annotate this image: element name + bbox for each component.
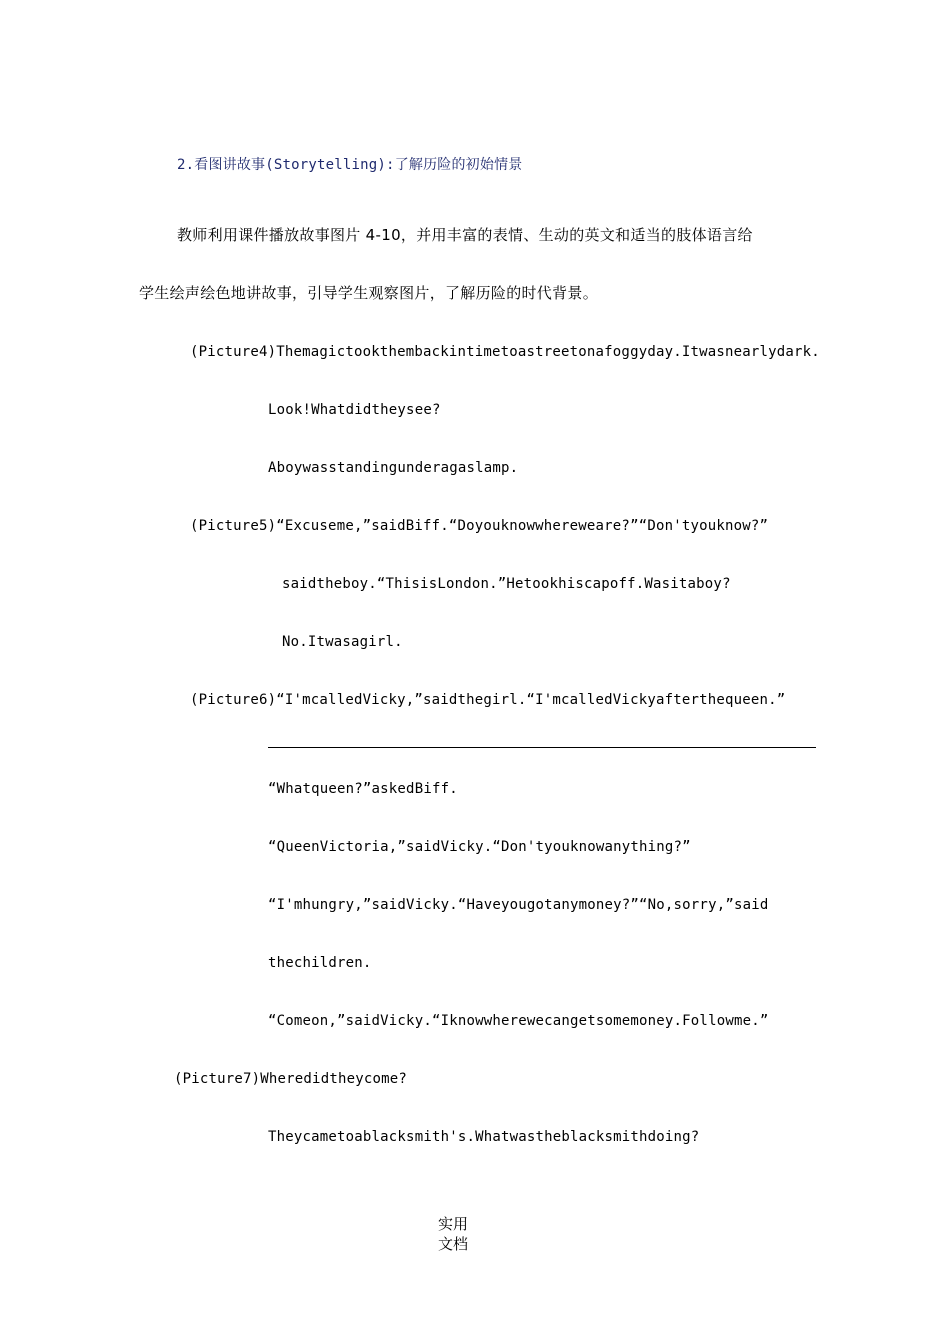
- picture5-line-1: (Picture5)“Excuseme,”saidBiff.“Doyouknowwhereweare?”“Don'tyouknow?”: [190, 518, 769, 534]
- page-footer: [438, 1214, 478, 1254]
- picture5-line-3: No.Itwasagirl.: [282, 634, 403, 650]
- picture4-line-2: Look!Whatdidtheysee?: [268, 402, 441, 418]
- picture4-line-3: Aboywasstandingunderagaslamp.: [268, 460, 519, 476]
- picture6-line-1: (Picture6)“I'mcalledVicky,”saidthegirl.“I'mcalledVickyafterthequeen.”: [190, 692, 786, 708]
- picture7-line-2: Theycametoablacksmith's.Whatwastheblacksmithdoing?: [268, 1129, 700, 1145]
- footer-line-1: 实用: [438, 1215, 469, 1233]
- picture6-line-3: “QueenVictoria,”saidVicky.“Don'tyouknowanything?”: [268, 839, 691, 855]
- intro-paragraph-line-1: 教师利用课件播放故事图片 4-10，并用丰富的表情、生动的英文和适当的肢体语言给: [177, 226, 753, 244]
- picture6-line-4: “I'mhungry,”saidVicky.“Haveyougotanymoney?”“No,sorry,”said: [268, 897, 769, 913]
- intro-paragraph-line-2: 学生绘声绘色地讲故事，引导学生观察图片，了解历险的时代背景。: [139, 284, 599, 302]
- picture6-line-2: “Whatqueen?”askedBiff.: [268, 781, 458, 797]
- horizontal-rule: [268, 747, 816, 748]
- picture6-line-5: thechildren.: [268, 955, 372, 971]
- picture4-line-1: (Picture4)Themagictookthembackintimetoastreetonafoggyday.Itwasnearlydark.: [190, 344, 820, 360]
- footer-line-2: 文档: [438, 1235, 469, 1253]
- picture5-line-2: saidtheboy.“ThisisLondon.”Hetookhiscapoff.Wasitaboy?: [282, 576, 731, 592]
- picture6-line-6: “Comeon,”saidVicky.“Iknowwherewecangetsomemoney.Followme.”: [268, 1013, 769, 1029]
- picture7-line-1: (Picture7)Wheredidtheycome?: [174, 1071, 407, 1087]
- section-heading: 2.看图讲故事(Storytelling):了解历险的初始情景: [177, 157, 523, 173]
